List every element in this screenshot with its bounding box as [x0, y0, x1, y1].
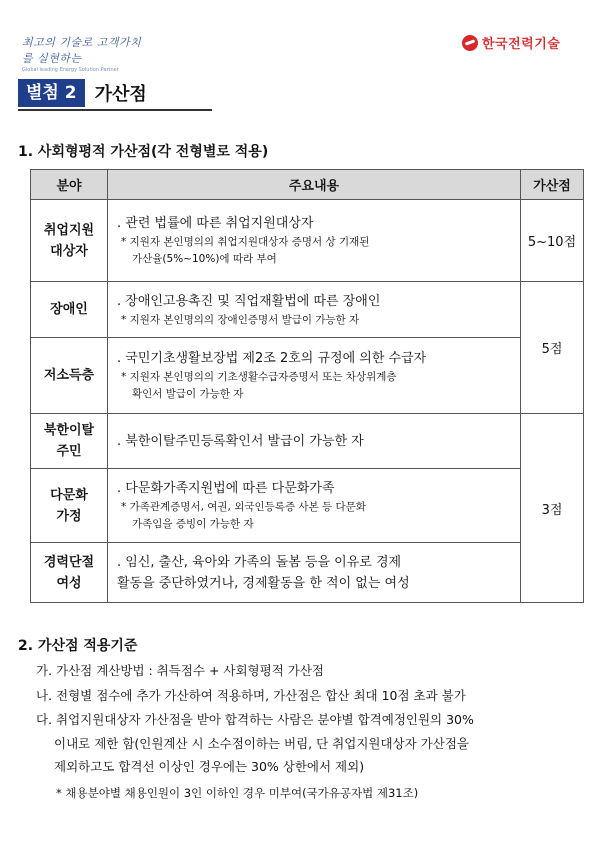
row-category: 저소득층 [31, 338, 108, 414]
row-category: 북한이탈 주민 [31, 414, 108, 469]
header-category: 분야 [31, 170, 108, 200]
section-name: 가산점 [94, 84, 147, 105]
row-category: 경력단절 여성 [31, 543, 108, 603]
criteria-item-b: 나. 전형별 점수에 추가 가산하여 적용하며, 가산점은 합산 최대 10점 초과 불가 [36, 688, 466, 703]
row-points: 3점 [521, 414, 584, 603]
row-category: 취업지원 대상자 [31, 200, 108, 282]
table-row [31, 469, 584, 543]
table-row [31, 414, 584, 469]
row-points: 5점 [521, 282, 584, 414]
criteria-item-c-cont: 이내로 제한 함(인원계산 시 소수점이하는 버림, 단 취업지원대상자 가산점을 [54, 736, 469, 751]
kepco-logo-icon [462, 35, 478, 51]
slogan-sub: Global leading Energy Solution Partner [22, 67, 119, 73]
table-row [31, 338, 584, 414]
part2-heading: 2. 가산점 적용기준 [18, 638, 138, 654]
header-points: 가산점 [521, 170, 584, 200]
table-row [31, 200, 584, 282]
criteria-item-c: 다. 취업지원대상자 가산점을 받아 합격하는 사람은 분야별 합격예정인원의 30% [36, 712, 474, 727]
header-content: 주요내용 [108, 170, 521, 200]
part1-heading: 1. 사회형평적 가산점(각 전형별로 적용) [18, 144, 269, 160]
row-content: . 북한이탈주민등록확인서 발급이 가능한 자 [108, 414, 521, 469]
section-title [18, 77, 212, 111]
company-slogan [22, 34, 152, 73]
slogan-main: 최고의 기술로 고객가치를 실현하는 [22, 36, 142, 65]
row-content: . 다문화가족지원법에 따른 다문화가족 * 가족관계증명서, 여권, 외국인등록증 사본 등 다문화 가족임을 증빙이 가능한 자 [108, 469, 521, 543]
row-content: . 국민기초생활보장법 제2조 2호의 규정에 의한 수급자 * 지원자 본인명의의 기초생활수급자증명서 또는 차상위계층 확인서 발급이 가능한 자 [108, 338, 521, 414]
table-header-row [31, 170, 584, 200]
footnote: * 채용분야별 채용인원이 3인 이하인 경우 미부여(국가유공자법 제31조) [56, 786, 419, 800]
criteria-item-a: 가. 가산점 계산방법 : 취득점수 + 사회형평적 가산점 [36, 663, 324, 678]
row-points: 5~10점 [521, 200, 584, 282]
row-category: 장애인 [31, 282, 108, 338]
row-content: . 장애인고용촉진 및 직업재활법에 따른 장애인 * 지원자 본인명의의 장애인증명서 발급이 가능한 자 [108, 282, 521, 338]
company-logo [462, 33, 560, 52]
row-category: 다문화 가정 [31, 469, 108, 543]
bonus-points-table [30, 169, 584, 603]
appendix-badge: 별첨 2 [18, 79, 85, 107]
logo-text: 한국전력기술 [482, 37, 561, 52]
row-content: . 임신, 출산, 육아와 가족의 돌봄 등을 이유로 경제 활동을 중단하였거나, 경제활동을 한 적이 없는 여성 [108, 543, 521, 603]
table-row [31, 543, 584, 603]
criteria-item-c-cont: 제외하고도 합격선 이상인 경우에는 30% 상한에서 제외) [54, 759, 365, 774]
row-content: . 관련 법률에 따른 취업지원대상자 * 지원자 본인명의의 취업지원대상자 증명서 상 기재된 가산율(5%~10%)에 따라 부여 [108, 200, 521, 282]
table-row [31, 282, 584, 338]
